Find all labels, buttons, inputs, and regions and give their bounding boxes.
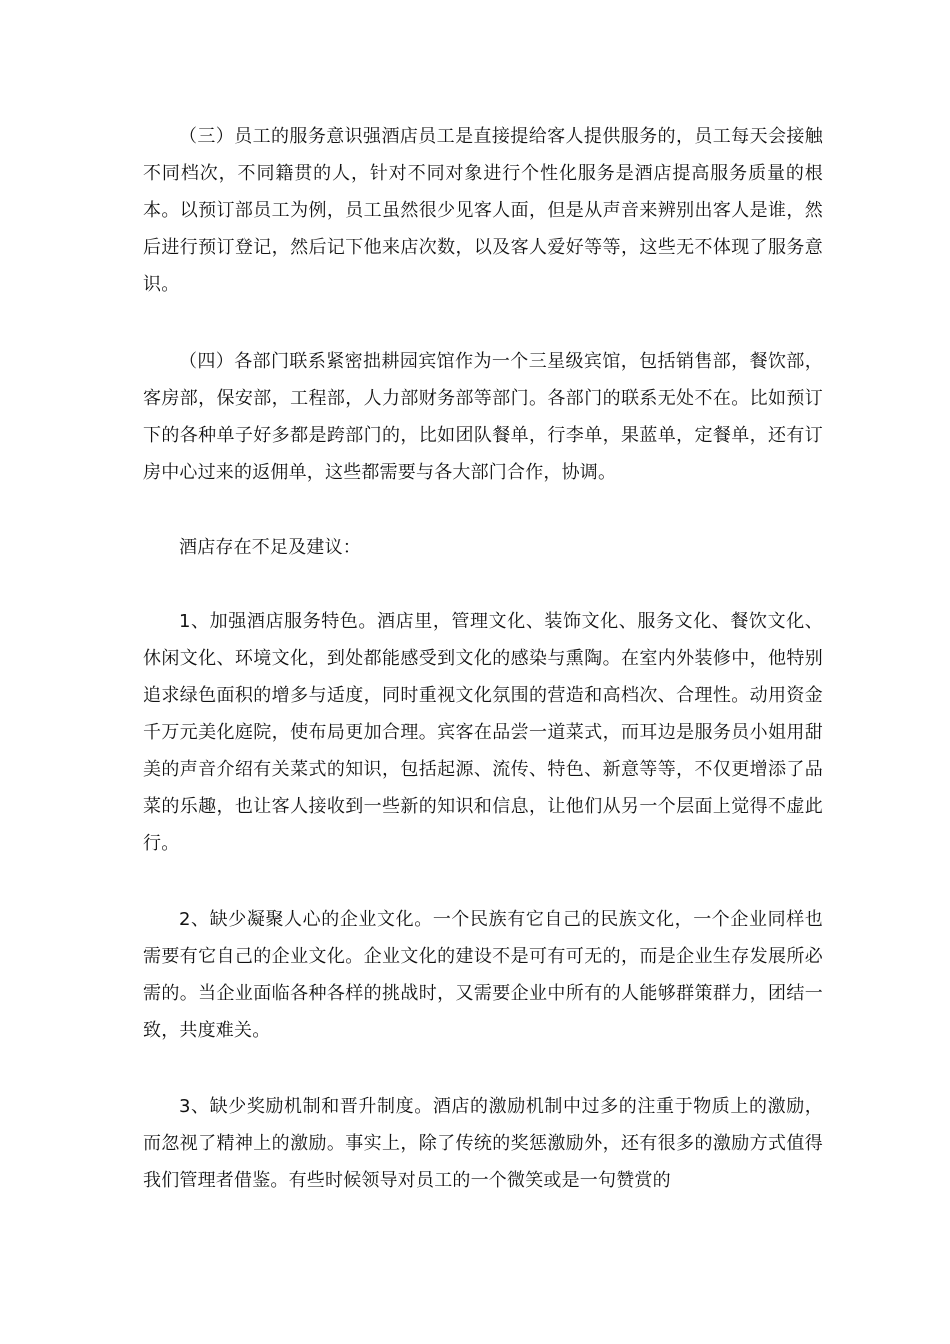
paragraph-suggestion-3: 3、缺少奖励机制和晋升制度。酒店的激励机制中过多的注重于物质上的激励，而忽视了精神上的激励。事实上，除了传统的奖惩激励外，还有很多的激励方式值得我们管理者借鉴。有些时候领导对员工的一个微笑或是一句赞赏的	[143, 1096, 823, 1191]
paragraph-suggestion-1: 1、加强酒店服务特色。酒店里，管理文化、装饰文化、服务文化、餐饮文化、休闲文化、环境文化，到处都能感受到文化的感染与熏陶。在室内外装修中，他特别追求绿色面积的增多与适度，同时重视文化氛围的营造和高档次、合理性。动用资金千万元美化庭院，使布局更加合理。宾客在品尝一道菜式，而耳边是服务员小姐用甜美的声音介绍有关菜式的知识，包括起源、流传、特色、新意等等，不仅更增添了品菜的乐趣，也让客人接收到一些新的知识和信息，让他们从另一个层面上觉得不虚此行。	[143, 611, 823, 854]
paragraph-suggestion-2: 2、缺少凝聚人心的企业文化。一个民族有它自己的民族文化，一个企业同样也需要有它自己的企业文化。企业文化的建设不是可有可无的，而是企业生存发展所必需的。当企业面临各种各样的挑战时，又需要企业中所有的人能够群策群力，团结一致，共度难关。	[143, 909, 823, 1041]
document-body	[143, 118, 823, 1236]
paragraph-department-contact: （四）各部门联系紧密拙耕园宾馆作为一个三星级宾馆，包括销售部，餐饮部，客房部，保安部，工程部，人力部财务部等部门。各部门的联系无处不在。比如预订下的各种单子好多都是跨部门的，比如团队餐单，行李单，果蓝单，定餐单，还有订房中心过来的返佣单，这些都需要与各大部门合作，协调。	[143, 351, 823, 483]
paragraph-employee-service: （三）员工的服务意识强酒店员工是直接提给客人提供服务的，员工每天会接触不同档次，不同籍贯的人，针对不同对象进行个性化服务是酒店提高服务质量的根本。以预订部员工为例，员工虽然很少见客人面，但是从声音来辨别出客人是谁，然后进行预订登记，然后记下他来店次数，以及客人爱好等等，这些无不体现了服务意识。	[143, 126, 823, 295]
paragraph-shortcomings-heading: 酒店存在不足及建议：	[179, 537, 361, 558]
